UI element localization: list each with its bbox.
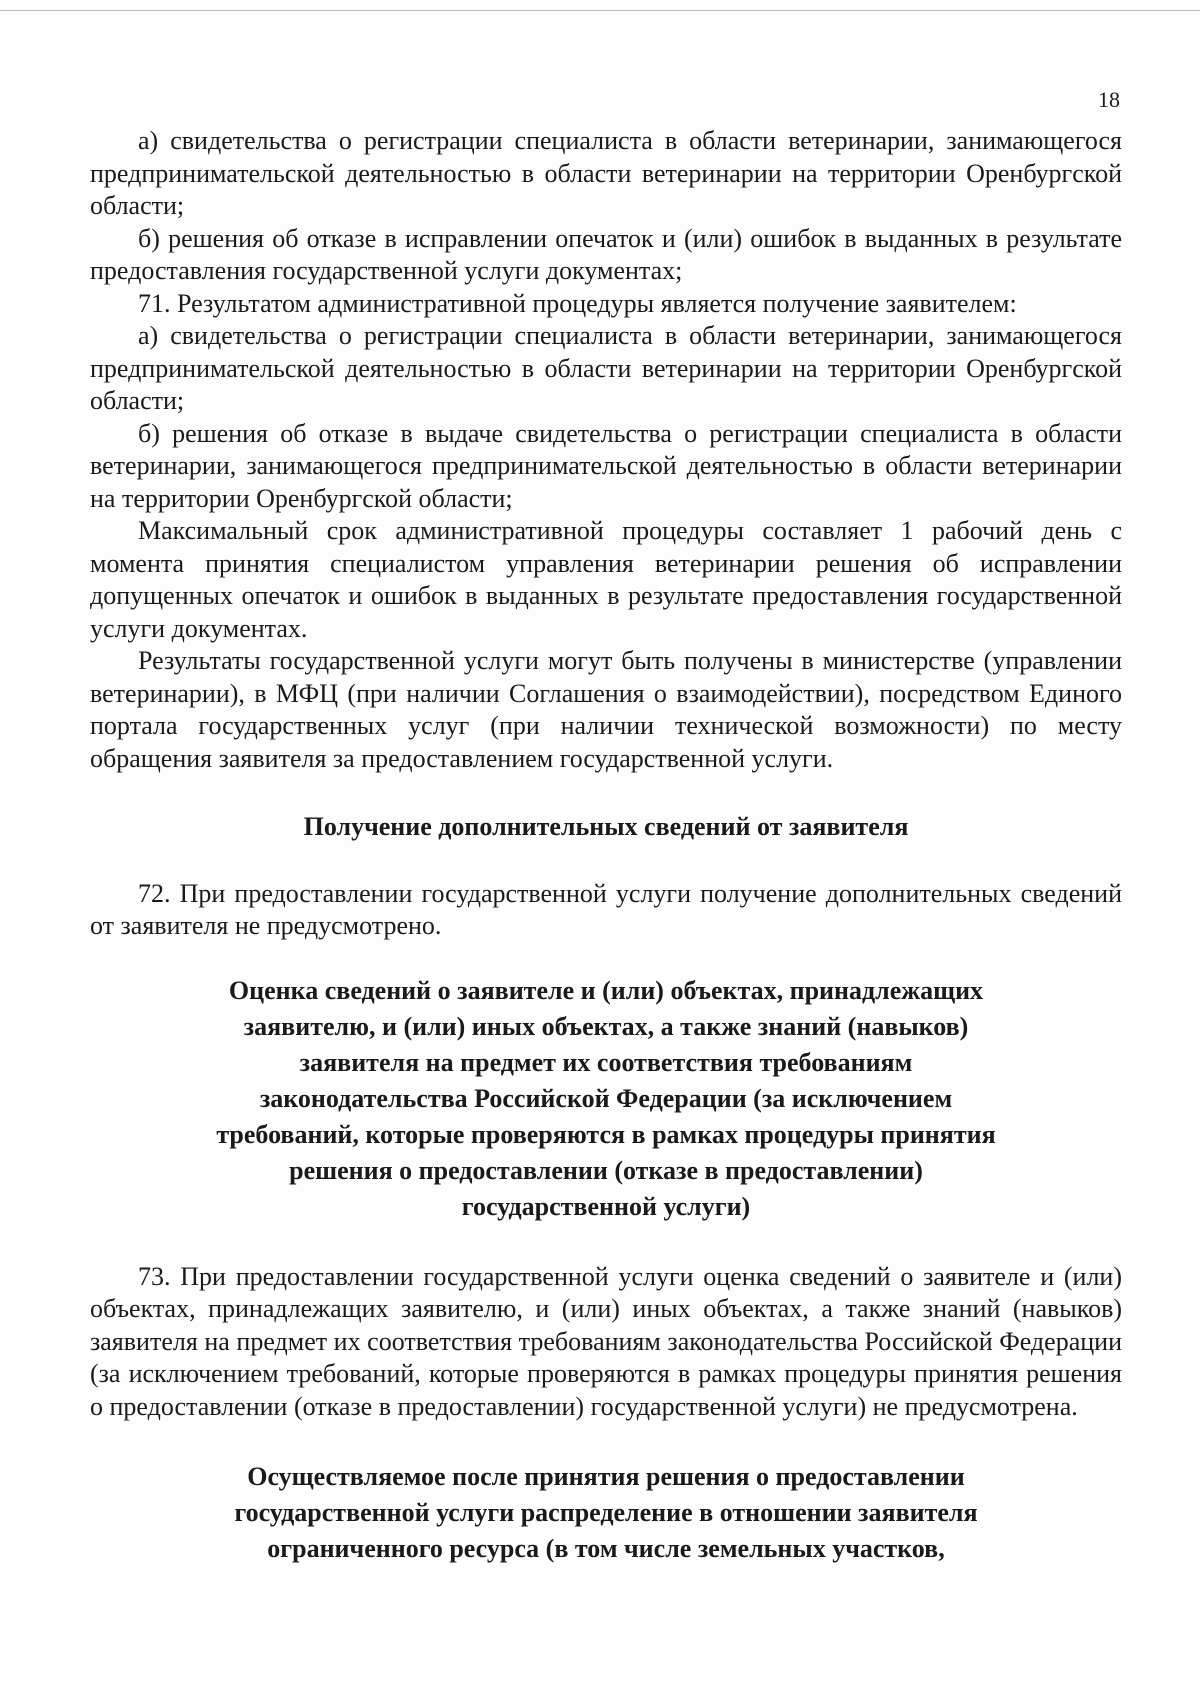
paragraph-72: 72. При предоставлении государственной услуги получение дополнительных сведений от заявителя не предусмотрено. [90,878,1122,940]
document-body [90,125,1122,1567]
paragraph-b-refusal-correction: б) решения об отказе в исправлении опечаток и (или) ошибок в выданных в результате предоставления государственной услуги документах; [90,223,1122,285]
paragraph-73: 73. При предоставлении государственной услуги оценка сведений о заявителе и (или) объектах, принадлежащих заявителю, и (или) иных объектах, а также знаний (навыков) заявителя на предмет их соответствия требованиям законодательства Российской Федерации (за исключением требований, которые проверяются в рамках процедуры принятия решения о предоставлении (отказе в предоставлении) государственной услуги) не предусмотрена. [90,1261,1122,1421]
scan-top-edge [0,10,1200,11]
section-heading-resource-distribution: Осуществляемое после принятия решения о предоставлении государственной услуги распределение в отношении заявителя ограниченного ресурса (в том числе земельных участков, [234,1462,978,1563]
page-number: 18 [1098,87,1120,112]
section-heading-assessment: Оценка сведений о заявителе и (или) объектах, принадлежащих заявителю, и (или) иных объектах, а также знаний (навыков) заявителя на предмет их соответствия требованиям законодательства Российской Федерации (за исключением требований, которые проверяются в рамках процедуры принятия решения о предоставлении (отказе в предоставлении) государственной услуги) [216,975,996,1221]
paragraph-a-certificate: а) свидетельства о регистрации специалиста в области ветеринарии, занимающегося предпринимательской деятельностью в области ветеринарии на территории Оренбургской области; [90,126,1122,220]
paragraph-71-b: б) решения об отказе в выдаче свидетельства о регистрации специалиста в области ветеринарии, занимающегося предпринимательской деятельностью в области ветеринарии на территории Оренбургской области; [90,418,1122,513]
paragraph-71-a: а) свидетельства о регистрации специалиста в области ветеринарии, занимающегося предпринимательской деятельностью в области ветеринарии на территории Оренбургской области; [90,321,1122,415]
paragraph-max-term: Максимальный срок административной процедуры составляет 1 рабочий день с момента принятия специалистом управления ветеринарии решения об исправлении допущенных опечаток и ошибок в выданных в результате предоставления государственной услуги документах. [90,516,1122,643]
paragraph-71: 71. Результатом административной процедуры является получение заявителем: [138,288,1017,318]
paragraph-results: Результаты государственной услуги могут быть получены в министерстве (управлении ветеринарии), в МФЦ (при наличии Соглашения о взаимодействии), посредством Единого портала государственных услуг (при наличии технической возможности) по месту обращения заявителя за предоставлением государственной услуги. [90,646,1122,773]
section-heading-additional-info: Получение дополнительных сведений от заявителя [303,812,909,841]
